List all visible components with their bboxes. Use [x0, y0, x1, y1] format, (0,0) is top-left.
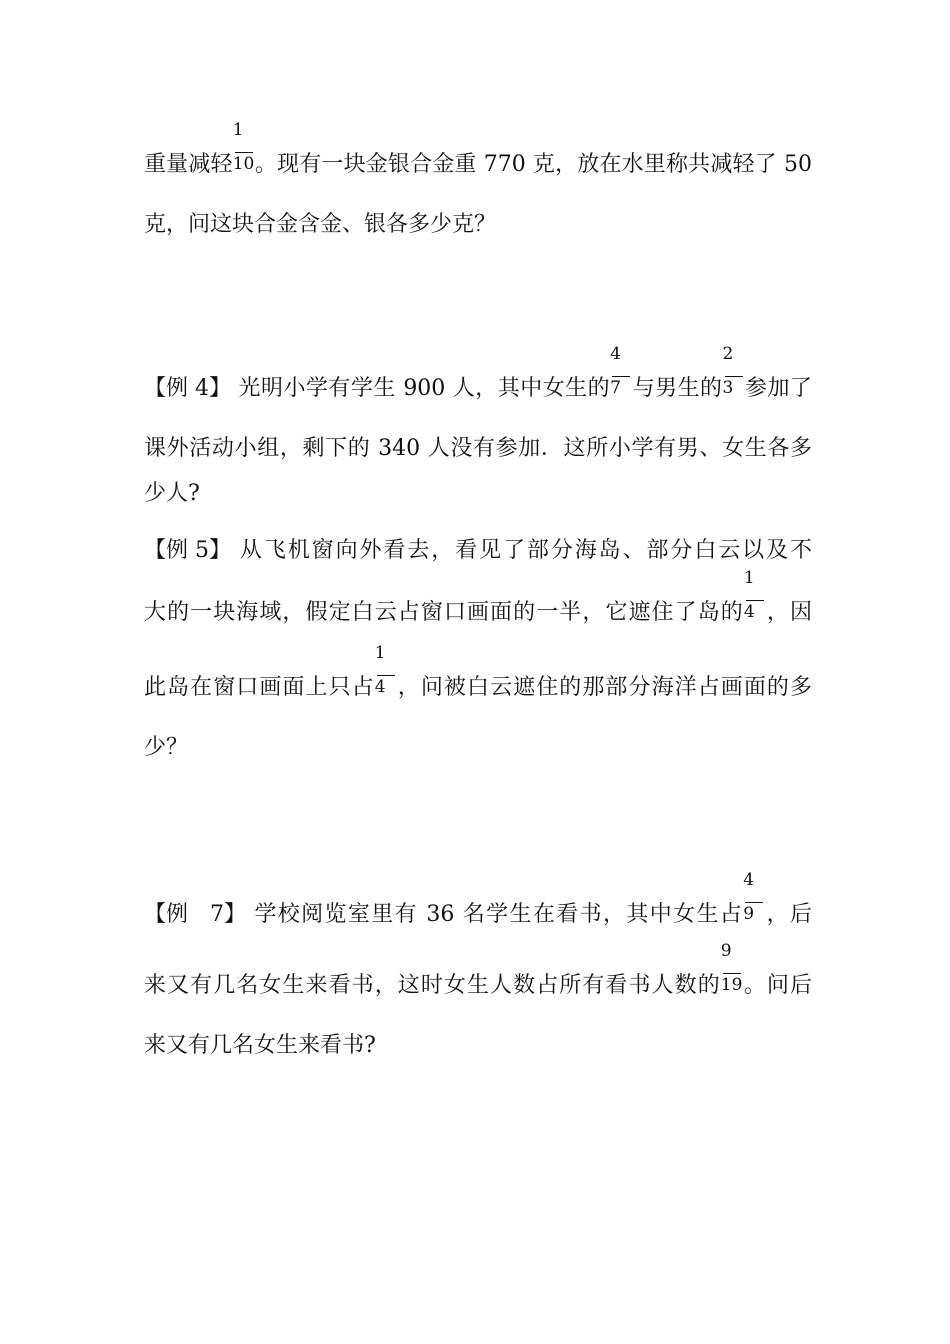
example-4-line-2: 课外活动小组，剩下的 340 人没有参加．这所小学有男、女生各多 [144, 436, 812, 461]
fraction-bar [723, 973, 741, 974]
example-4-line-3: 少人? [144, 481, 200, 506]
text-span: 光明小学有学生 900 人，其中女生的 [238, 376, 611, 401]
fraction-bar [377, 675, 395, 676]
example-5-line-4: 少？ [144, 735, 189, 760]
fraction-denominator: 9 [743, 904, 755, 924]
example-4-label: 【例 4】 [144, 376, 231, 401]
text-span: ，因 [765, 600, 812, 625]
example-5-line-3 [144, 643, 812, 703]
fraction-numerator: 2 [722, 344, 734, 364]
fraction-denominator: 4 [743, 602, 755, 622]
example-7-line-3: 来又有几名女生来看书? [144, 1033, 376, 1058]
text-span: 与男生的 [632, 376, 723, 401]
fraction-one-tenth [232, 120, 255, 180]
fraction-denominator: 4 [374, 677, 386, 697]
example-5-line-2 [144, 568, 812, 628]
fraction-four-ninths [743, 870, 765, 930]
fraction-four-sevenths [610, 344, 632, 404]
fraction-bar [235, 152, 253, 153]
example-5-label: 【例 5】 [144, 538, 231, 563]
example-5-line-1 [144, 536, 812, 566]
text-span: 学校阅览室里有 36 名学生在看书，其中女生占 [254, 902, 744, 927]
text-span: 。现有一块金银合金重 770 克，放在水里称共减轻了 50 [254, 152, 812, 177]
fraction-numerator: 1 [374, 643, 386, 663]
fraction-numerator: 4 [743, 870, 755, 890]
fraction-bar [725, 376, 743, 377]
fraction-nine-nineteenths [720, 941, 743, 1001]
text-span: 来又有几名女生来看书，这时女生人数占所有看书人数的 [144, 973, 721, 998]
text-span: 此岛在窗口画面上只占 [144, 675, 375, 700]
text-span: ，后 [765, 902, 812, 927]
example-7-line-1 [144, 870, 812, 930]
fraction-denominator: 7 [610, 378, 621, 398]
fraction-numerator: 1 [743, 568, 755, 588]
fraction-bar [612, 376, 630, 377]
fraction-numerator: 9 [720, 941, 732, 961]
example-7-line-2 [144, 941, 812, 1001]
fraction-bar [746, 600, 764, 601]
problem-3-line-1 [144, 120, 812, 180]
text-span: 。问后 [742, 973, 812, 998]
fraction-denominator: 19 [720, 975, 743, 995]
fraction-numerator: 1 [232, 120, 244, 140]
fraction-numerator: 4 [610, 344, 621, 364]
example-4-line-1 [144, 344, 812, 404]
fraction-one-quarter [374, 643, 397, 703]
text-span: 从飞机窗向外看去，看见了部分海岛、部分白云以及不 [239, 538, 812, 563]
fraction-bar [745, 902, 763, 903]
text-span: ，问被白云遮住的那部分海洋占画面的多 [396, 675, 812, 700]
fraction-two-thirds [722, 344, 745, 404]
text-span: 重量减轻 [144, 152, 233, 177]
text-span: 大的一块海域，假定白云占窗口画面的一半，它遮住了岛的 [144, 600, 744, 625]
fraction-denominator: 10 [232, 154, 255, 174]
text-span: 参加了 [744, 376, 812, 401]
example-7-label: 【例 7】 [144, 902, 246, 927]
fraction-denominator: 3 [722, 378, 734, 398]
problem-3-line-2: 克，问这块合金含金、银各多少克？ [144, 212, 497, 237]
fraction-one-quarter [743, 568, 766, 628]
